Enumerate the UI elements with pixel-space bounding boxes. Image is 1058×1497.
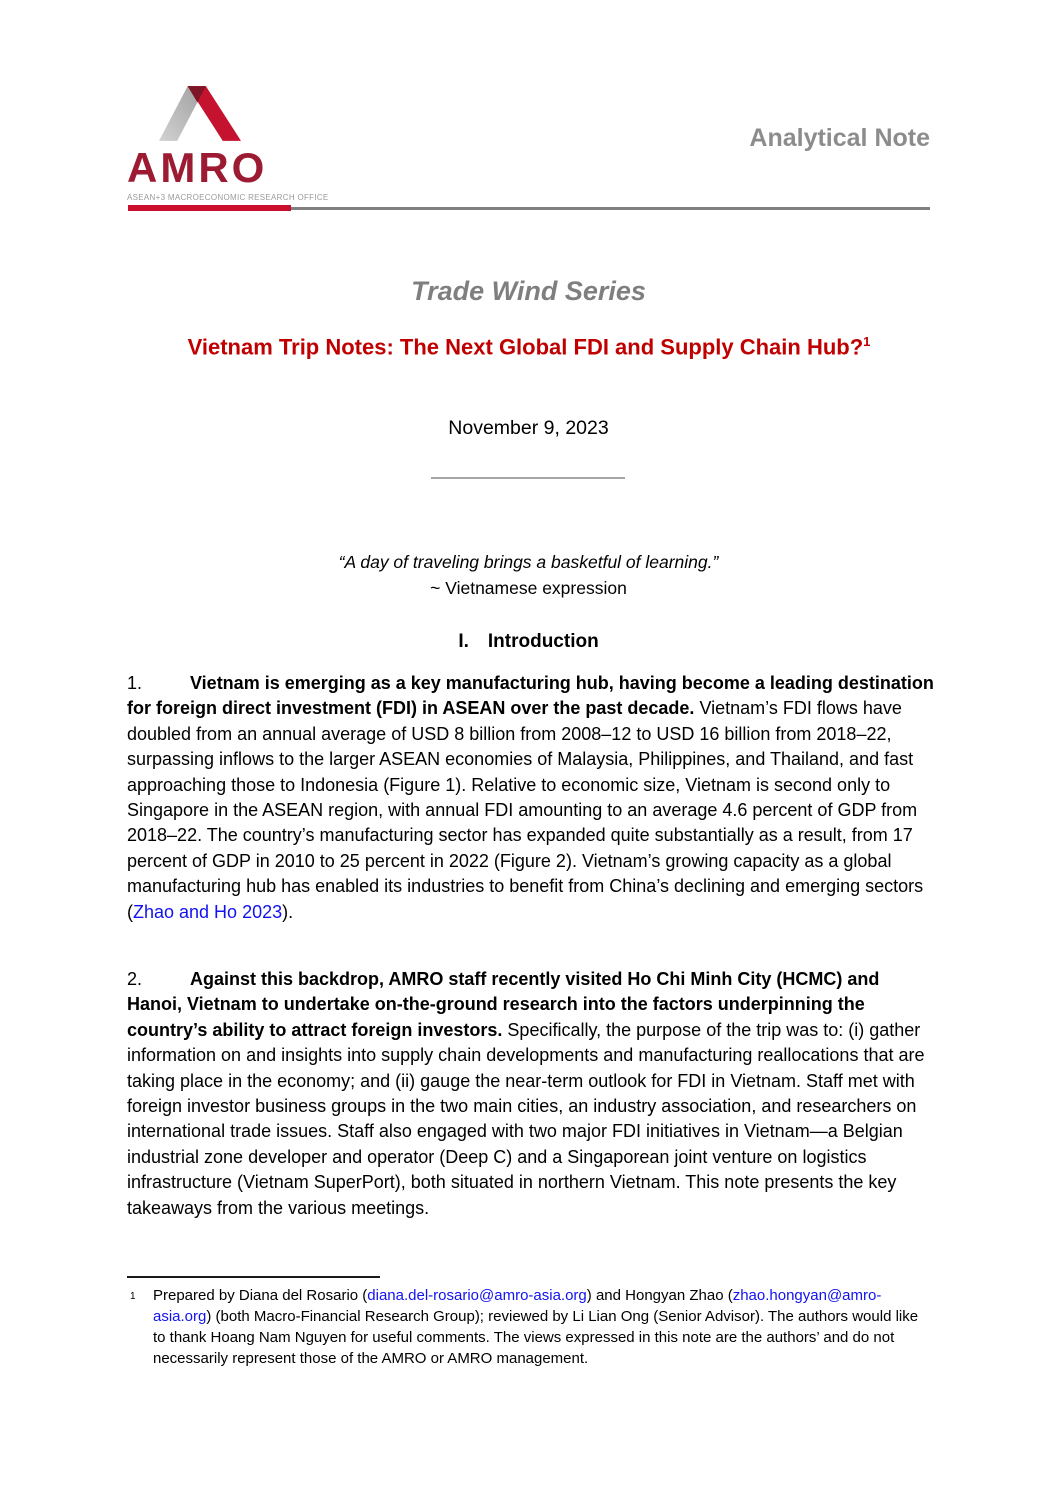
- footnote-text-1: Prepared by Diana del Rosario (: [153, 1287, 368, 1304]
- section-heading-introduction: [127, 631, 930, 653]
- title-footnote-ref[interactable]: 1: [863, 334, 871, 349]
- paragraph-2: [127, 967, 939, 1221]
- zhao-and-ho-2023-link[interactable]: Zhao and Ho 2023: [133, 901, 283, 922]
- page-title-text: Vietnam Trip Notes: The Next Global FDI and Supply Chain Hub?: [187, 334, 864, 360]
- header-rule-red: [128, 205, 291, 211]
- amro-logo: [127, 86, 329, 202]
- series-title: Trade Wind Series: [411, 276, 646, 306]
- header-rule-gray: [291, 207, 930, 210]
- footnote-1: [127, 1285, 933, 1369]
- paragraph-2-text: Specifically, the purpose of the trip was to: (i) gather information on and insights into supply chain developments and manufacturing reallocations that are taking place in the economy; and (ii) gauge the near-term outlook for FDI in Vietnam. Staff met with foreign investor business groups in the two main cities, an industry association, and researchers on international trade issues. Staff also engaged with two major FDI initiatives in Vietnam—a Belgian industrial zone developer and operator (Deep C) and a Singaporean joint venture on logistics infrastructure (Vietnam SuperPort), both situated in northern Vietnam. This note presents the key takeaways from the various meetings.: [127, 1019, 925, 1218]
- epigraph-quote: “A day of traveling brings a basketful of learning.”: [338, 552, 719, 572]
- section-title: Introduction: [487, 631, 599, 652]
- section-number: I.: [458, 631, 469, 652]
- paragraph-2-lead-bold: Against this backdrop, AMRO staff recently visited Ho Chi Minh City (HCMC) and Hanoi, Vietnam to undertake on-the-ground research into the factors underpinning the country’s ability to attract foreign investors.: [127, 969, 880, 1040]
- amro-logo-icon: [159, 86, 241, 141]
- publication-date: November 9, 2023: [448, 417, 609, 439]
- paragraph-1-text: Vietnam’s FDI flows have doubled from an annual average of USD 8 billion from 2008–12 to USD 16 billion from 2018–22, surpassing inflows to the larger ASEAN economies of Malaysia, Philippines, and Thailand, and fast approaching those to Indonesia (Figure 1). Relative to economic size, Vietnam is second only to Singapore in the ASEAN region, with annual FDI amounting to an average 4.6 percent of GDP from 2018–22. The country’s manufacturing sector has expanded quite substantially as a result, from 17 percent of GDP in 2010 to 25 percent in 2022 (Figure 2). Vietnam’s growing capacity as a global manufacturing hub has enabled its industries to benefit from China’s declining and emerging sectors (: [127, 698, 924, 922]
- footnote-text-3: ) (both Macro-Financial Research Group); reviewed by Li Lian Ong (Senior Advisor). The authors would like to thank Hoang Nam Nguyen for useful comments. The views expressed in this note are the authors’ and do not necessarily represent those of the AMRO or AMRO management.: [153, 1308, 919, 1367]
- amro-wordmark: AMRO: [127, 144, 268, 191]
- paragraph-1-lead-bold: Vietnam is emerging as a key manufacturing hub, having become a leading destination for foreign direct investment (FDI) in ASEAN over the past decade.: [127, 673, 934, 719]
- doc-type-label: Analytical Note: [749, 124, 930, 152]
- title-divider: [431, 477, 625, 479]
- epigraph: [127, 549, 930, 601]
- epigraph-attribution: ~ Vietnamese expression: [430, 578, 627, 598]
- footnote-marker: 1: [130, 1291, 136, 1302]
- email-link-zhao-hongyan[interactable]: zhao.hongyan@amro-asia.org: [153, 1287, 882, 1325]
- footnote-separator: [127, 1276, 380, 1278]
- paragraph-1-text-end: ).: [282, 901, 294, 922]
- page-title: [100, 334, 958, 360]
- paragraph-2-number: 2.: [127, 969, 143, 989]
- footnote-text-2: ) and Hongyan Zhao (: [586, 1287, 733, 1304]
- paragraph-1: [127, 671, 939, 925]
- email-link-diana-del-rosario[interactable]: diana.del-rosario@amro-asia.org: [367, 1287, 587, 1304]
- paragraph-1-number: 1.: [127, 673, 143, 693]
- amro-tagline: ASEAN+3 MACROECONOMIC RESEARCH OFFICE: [127, 193, 329, 202]
